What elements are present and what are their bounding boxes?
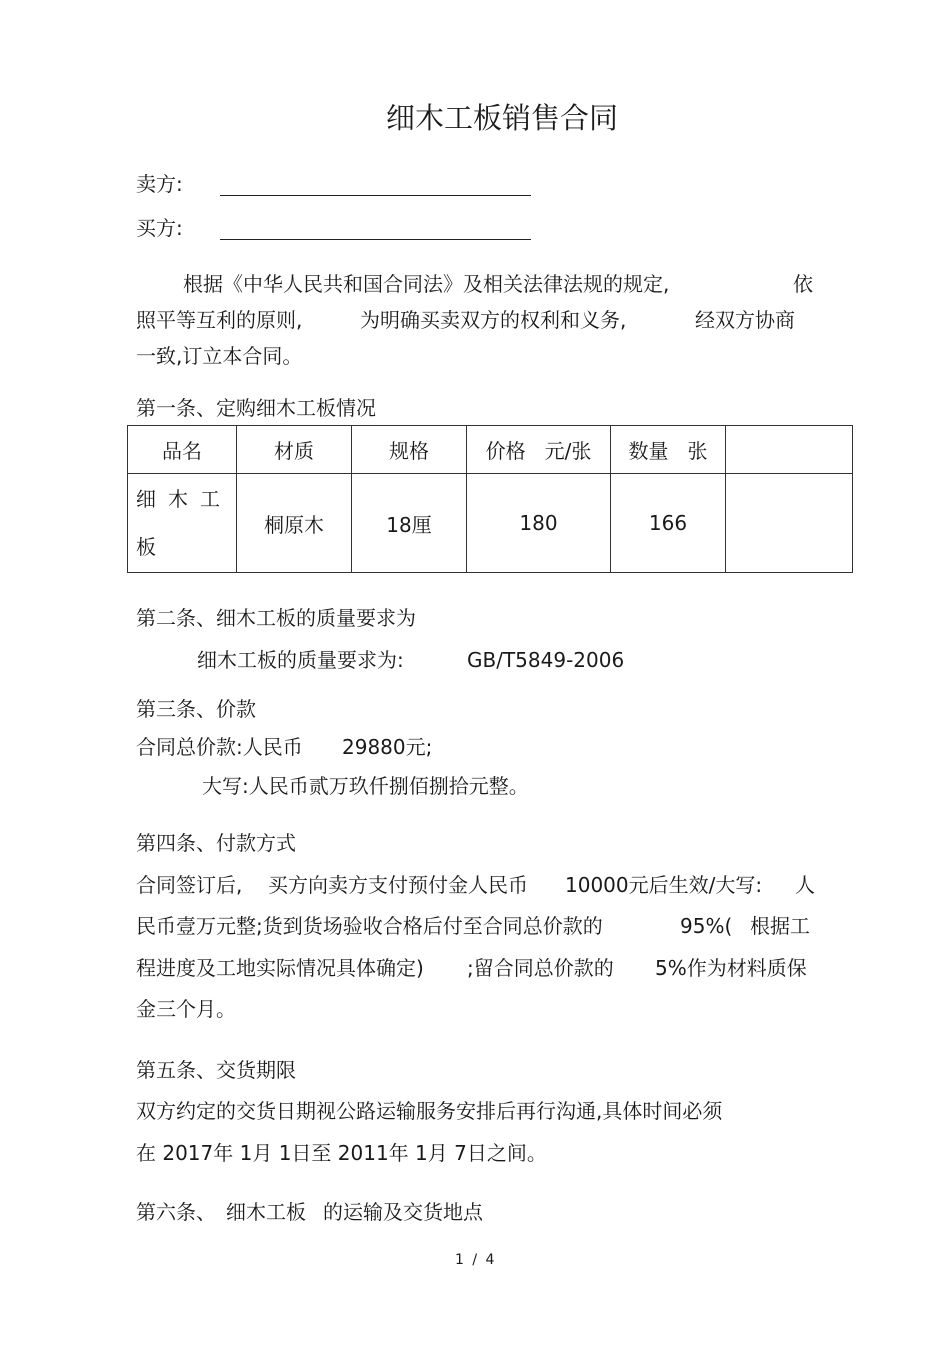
cell-spec: 18厘 [352, 474, 467, 573]
table-row [128, 474, 853, 573]
payment-line-2c: 根据工 [750, 914, 810, 938]
cell-price: 180 [467, 474, 611, 573]
payment-line-3c: 5%作为材料质保 [655, 956, 807, 980]
payment-line-4: 金三个月。 [136, 997, 236, 1021]
intro-line-2b: 为明确买卖双方的权利和义务, [360, 308, 627, 332]
seller-blank-line [220, 195, 531, 196]
article-6-heading-a: 第六条、 [136, 1200, 216, 1224]
header-cell-spec: 规格 [352, 426, 467, 474]
cell-quantity: 166 [611, 474, 726, 573]
seller-label: 卖方: [136, 172, 183, 196]
article-2-heading: 第二条、细木工板的质量要求为 [136, 606, 416, 630]
article-5-heading: 第五条、交货期限 [136, 1058, 296, 1082]
payment-line-2a: 民币壹万元整;货到货场验收合格后付至合同总价款的 [136, 914, 603, 938]
payment-line-2b: 95%( [680, 914, 733, 938]
intro-line-2a: 照平等互利的原则, [136, 308, 303, 332]
cell-material: 桐原木 [237, 474, 352, 573]
payment-line-1d: 人 [795, 873, 815, 897]
header-cell-blank [726, 426, 853, 474]
header-cell-material: 材质 [237, 426, 352, 474]
payment-line-3b: ;留合同总价款的 [467, 956, 614, 980]
total-price-label: 合同总价款:人民币 [136, 735, 303, 759]
buyer-blank-line [220, 239, 531, 240]
article-6-heading-b: 细木工板 [226, 1200, 306, 1224]
delivery-line-1: 双方约定的交货日期视公路运输服务安排后再行沟通,具体时间必须 [136, 1099, 723, 1123]
intro-line-3: 一致,订立本合同。 [136, 344, 303, 368]
buyer-label: 买方: [136, 216, 183, 240]
intro-line-1a: 根据《中华人民共和国合同法》及相关法律法规的规定, [183, 272, 670, 296]
delivery-line-2: 在 2017年 1月 1日至 2011年 1月 7日之间。 [136, 1141, 547, 1165]
payment-line-1b: 买方向卖方支付预付金人民币 [268, 873, 528, 897]
table-header-row [128, 426, 853, 474]
intro-line-2c: 经双方协商 [695, 308, 795, 332]
total-price-value: 29880元; [342, 735, 433, 759]
cell-blank [726, 474, 853, 573]
article-1-heading: 第一条、定购细木工板情况 [136, 396, 376, 420]
quality-requirement-label: 细木工板的质量要求为: [197, 648, 404, 672]
payment-line-1a: 合同签订后, [136, 873, 243, 897]
header-cell-price: 价格 元/张 [467, 426, 611, 474]
article-4-heading: 第四条、付款方式 [136, 831, 296, 855]
page-number: 1 / 4 [455, 1252, 497, 1268]
header-cell-quantity: 数量 张 [611, 426, 726, 474]
article-3-heading: 第三条、价款 [136, 697, 256, 721]
total-price-uppercase: 大写:人民币贰万玖仟捌佰捌拾元整。 [202, 774, 529, 798]
quality-standard: GB/T5849-2006 [467, 648, 625, 672]
payment-line-1c: 10000元后生效/大写: [565, 873, 763, 897]
order-spec-table [127, 425, 853, 573]
article-6-heading-c: 的运输及交货地点 [323, 1200, 483, 1224]
contract-title: 细木工板销售合同 [386, 101, 619, 135]
header-cell-product: 品名 [128, 426, 237, 474]
intro-line-1b: 依 [793, 272, 813, 296]
cell-product-name: 细木工板 [128, 474, 237, 573]
payment-line-3a: 程进度及工地实际情况具体确定) [136, 956, 424, 980]
